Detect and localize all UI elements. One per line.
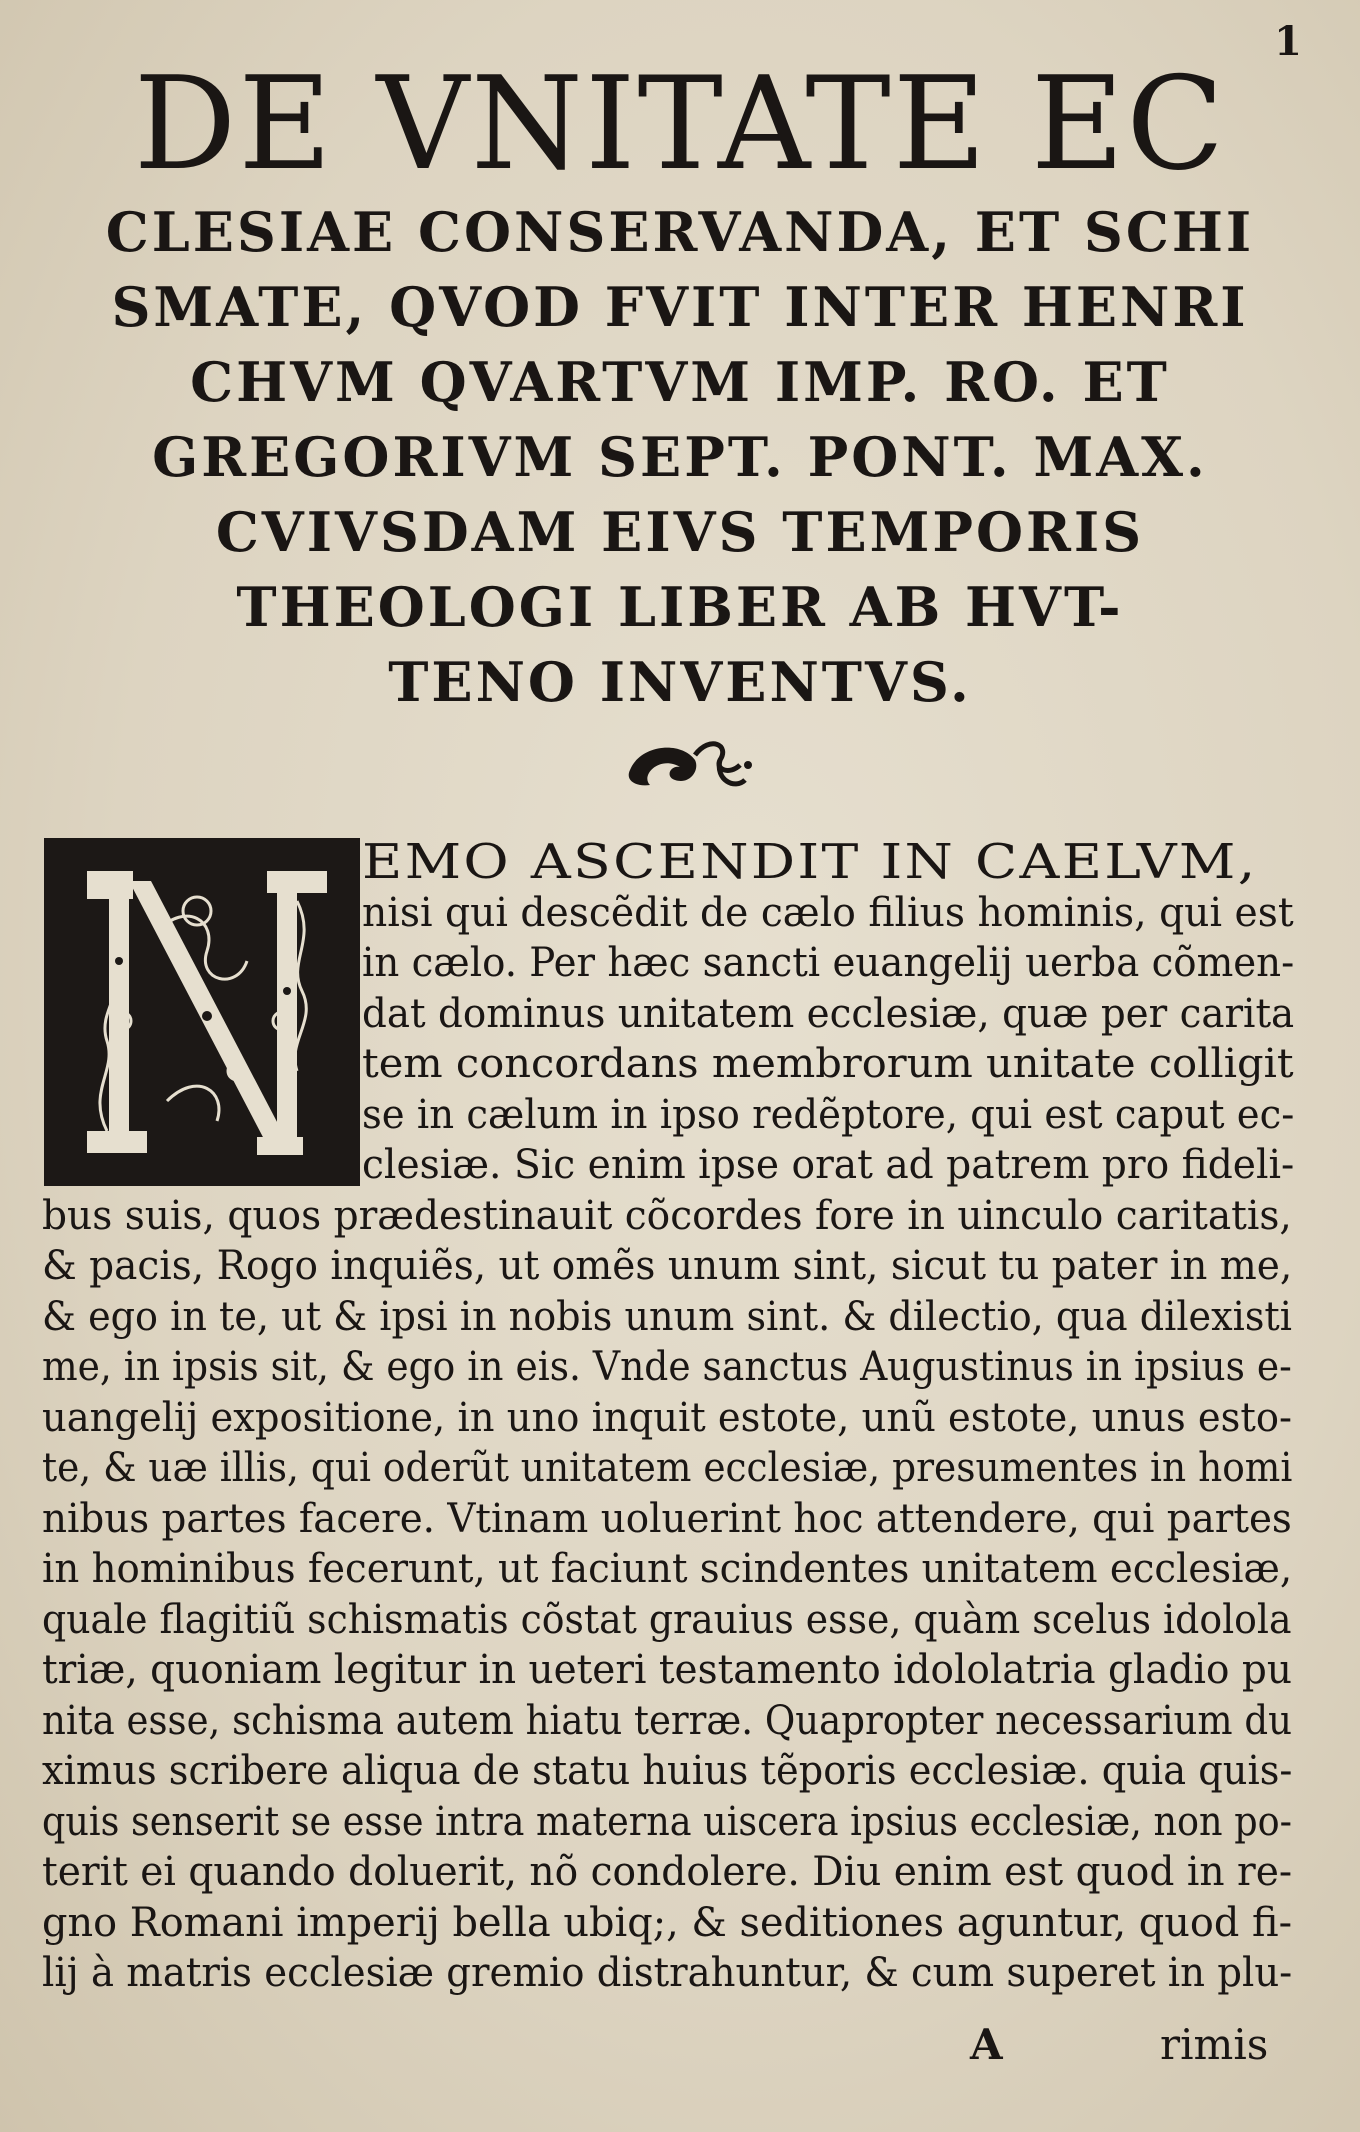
body-line: se in cælum in ipso redẽptore, qui est caput ec- [362,1091,1295,1138]
title-line-4: CHVM QVARTVM IMP. RO. ET [190,350,1170,414]
title-line-6: CVIVSDAM EIVS TEMPORIS [215,500,1145,564]
title-line-2: CLESIAE CONSERVANDA, ET SCHI [105,200,1255,264]
decorated-initial-n [44,838,360,1186]
title-line-7: THEOLOGI LIBER AB HVT- [236,575,1124,639]
body-line: terit ei quando doluerit, nõ condolere. Diu enim est quod in re- [42,1849,1293,1895]
signature-mark: A [970,2020,1003,2069]
body-line: in hominibus fecerunt, ut faciunt scindentes unitatem ecclesiæ, [42,1546,1293,1592]
body-line: nibus partes facere. Vtinam uoluerint hoc attendere, qui partes [42,1495,1292,1542]
body-line: uangelij expositione, in uno inquit estote, unũ estote, unus esto- [42,1394,1292,1441]
body-line: dat dominus unitatem ecclesiæ, quæ per carita [362,990,1295,1037]
body-line: in cælo. Per hæc sancti euangelij uerba cõmen- [362,940,1295,986]
body-line: gno Romani imperij bella ubiq;, & seditiones aguntur, quod fi- [42,1899,1293,1946]
body-line: nita esse, schisma autem hiatu terræ. Quapropter necessarium du [42,1697,1292,1744]
body-line: triæ, quoniam legitur in ueteri testamento idololatria gladio pu [42,1647,1292,1693]
body-line: clesiæ. Sic enim ipse orat ad patrem pro fideli- [362,1142,1295,1188]
catchword: rimis [1160,2020,1269,2069]
body-line: & pacis, Rogo inquiẽs, ut omẽs unum sint, sicut tu pater in me, [42,1243,1293,1289]
body-line: ximus scribere aliqua de statu huius tẽporis ecclesiæ. quia quis- [42,1748,1293,1794]
body-line: tem concordans membrorum unitate colligit [362,1041,1294,1087]
title-line-8: TENO INVENTVS. [388,650,972,714]
folio-number: 1 [1274,18,1302,65]
body-line: quis senserit se esse intra materna uiscera ipsius ecclesiæ, non po- [42,1798,1292,1845]
body-line: lij à matris ecclesiæ gremio distrahuntur, & cum superet in plu- [42,1950,1293,1996]
body-line: nisi qui descẽdit de cælo filius hominis, qui est [362,889,1294,936]
title-line-3: SMATE, QVOD FVIT INTER HENRI [111,275,1249,339]
body-line: te, & uæ illis, qui oderũt unitatem ecclesiæ, presumentes in homi [42,1445,1293,1491]
decorated-initial-icon [47,841,357,1183]
body-line: quale flagitiũ schismatis cõstat grauius esse, quàm scelus idolola [42,1596,1292,1643]
title-line-5: GREGORIVM SEPT. PONT. MAX. [152,425,1208,489]
fleuron-ornament-icon [620,725,760,805]
body-line: bus suis, quos prædestinauit cõcordes fore in uinculo caritatis, [42,1192,1292,1239]
body-line: & ego in te, ut & ipsi in nobis unum sint. & dilectio, qua dilexisti [42,1293,1292,1340]
body-line: me, in ipsis sit, & ego in eis. Vnde sanctus Augustinus in ipsius e- [42,1344,1292,1390]
title-line-1: DE VNITATE EC [133,50,1227,199]
body-line: EMO ASCENDIT IN CAELVM, [362,834,1258,890]
